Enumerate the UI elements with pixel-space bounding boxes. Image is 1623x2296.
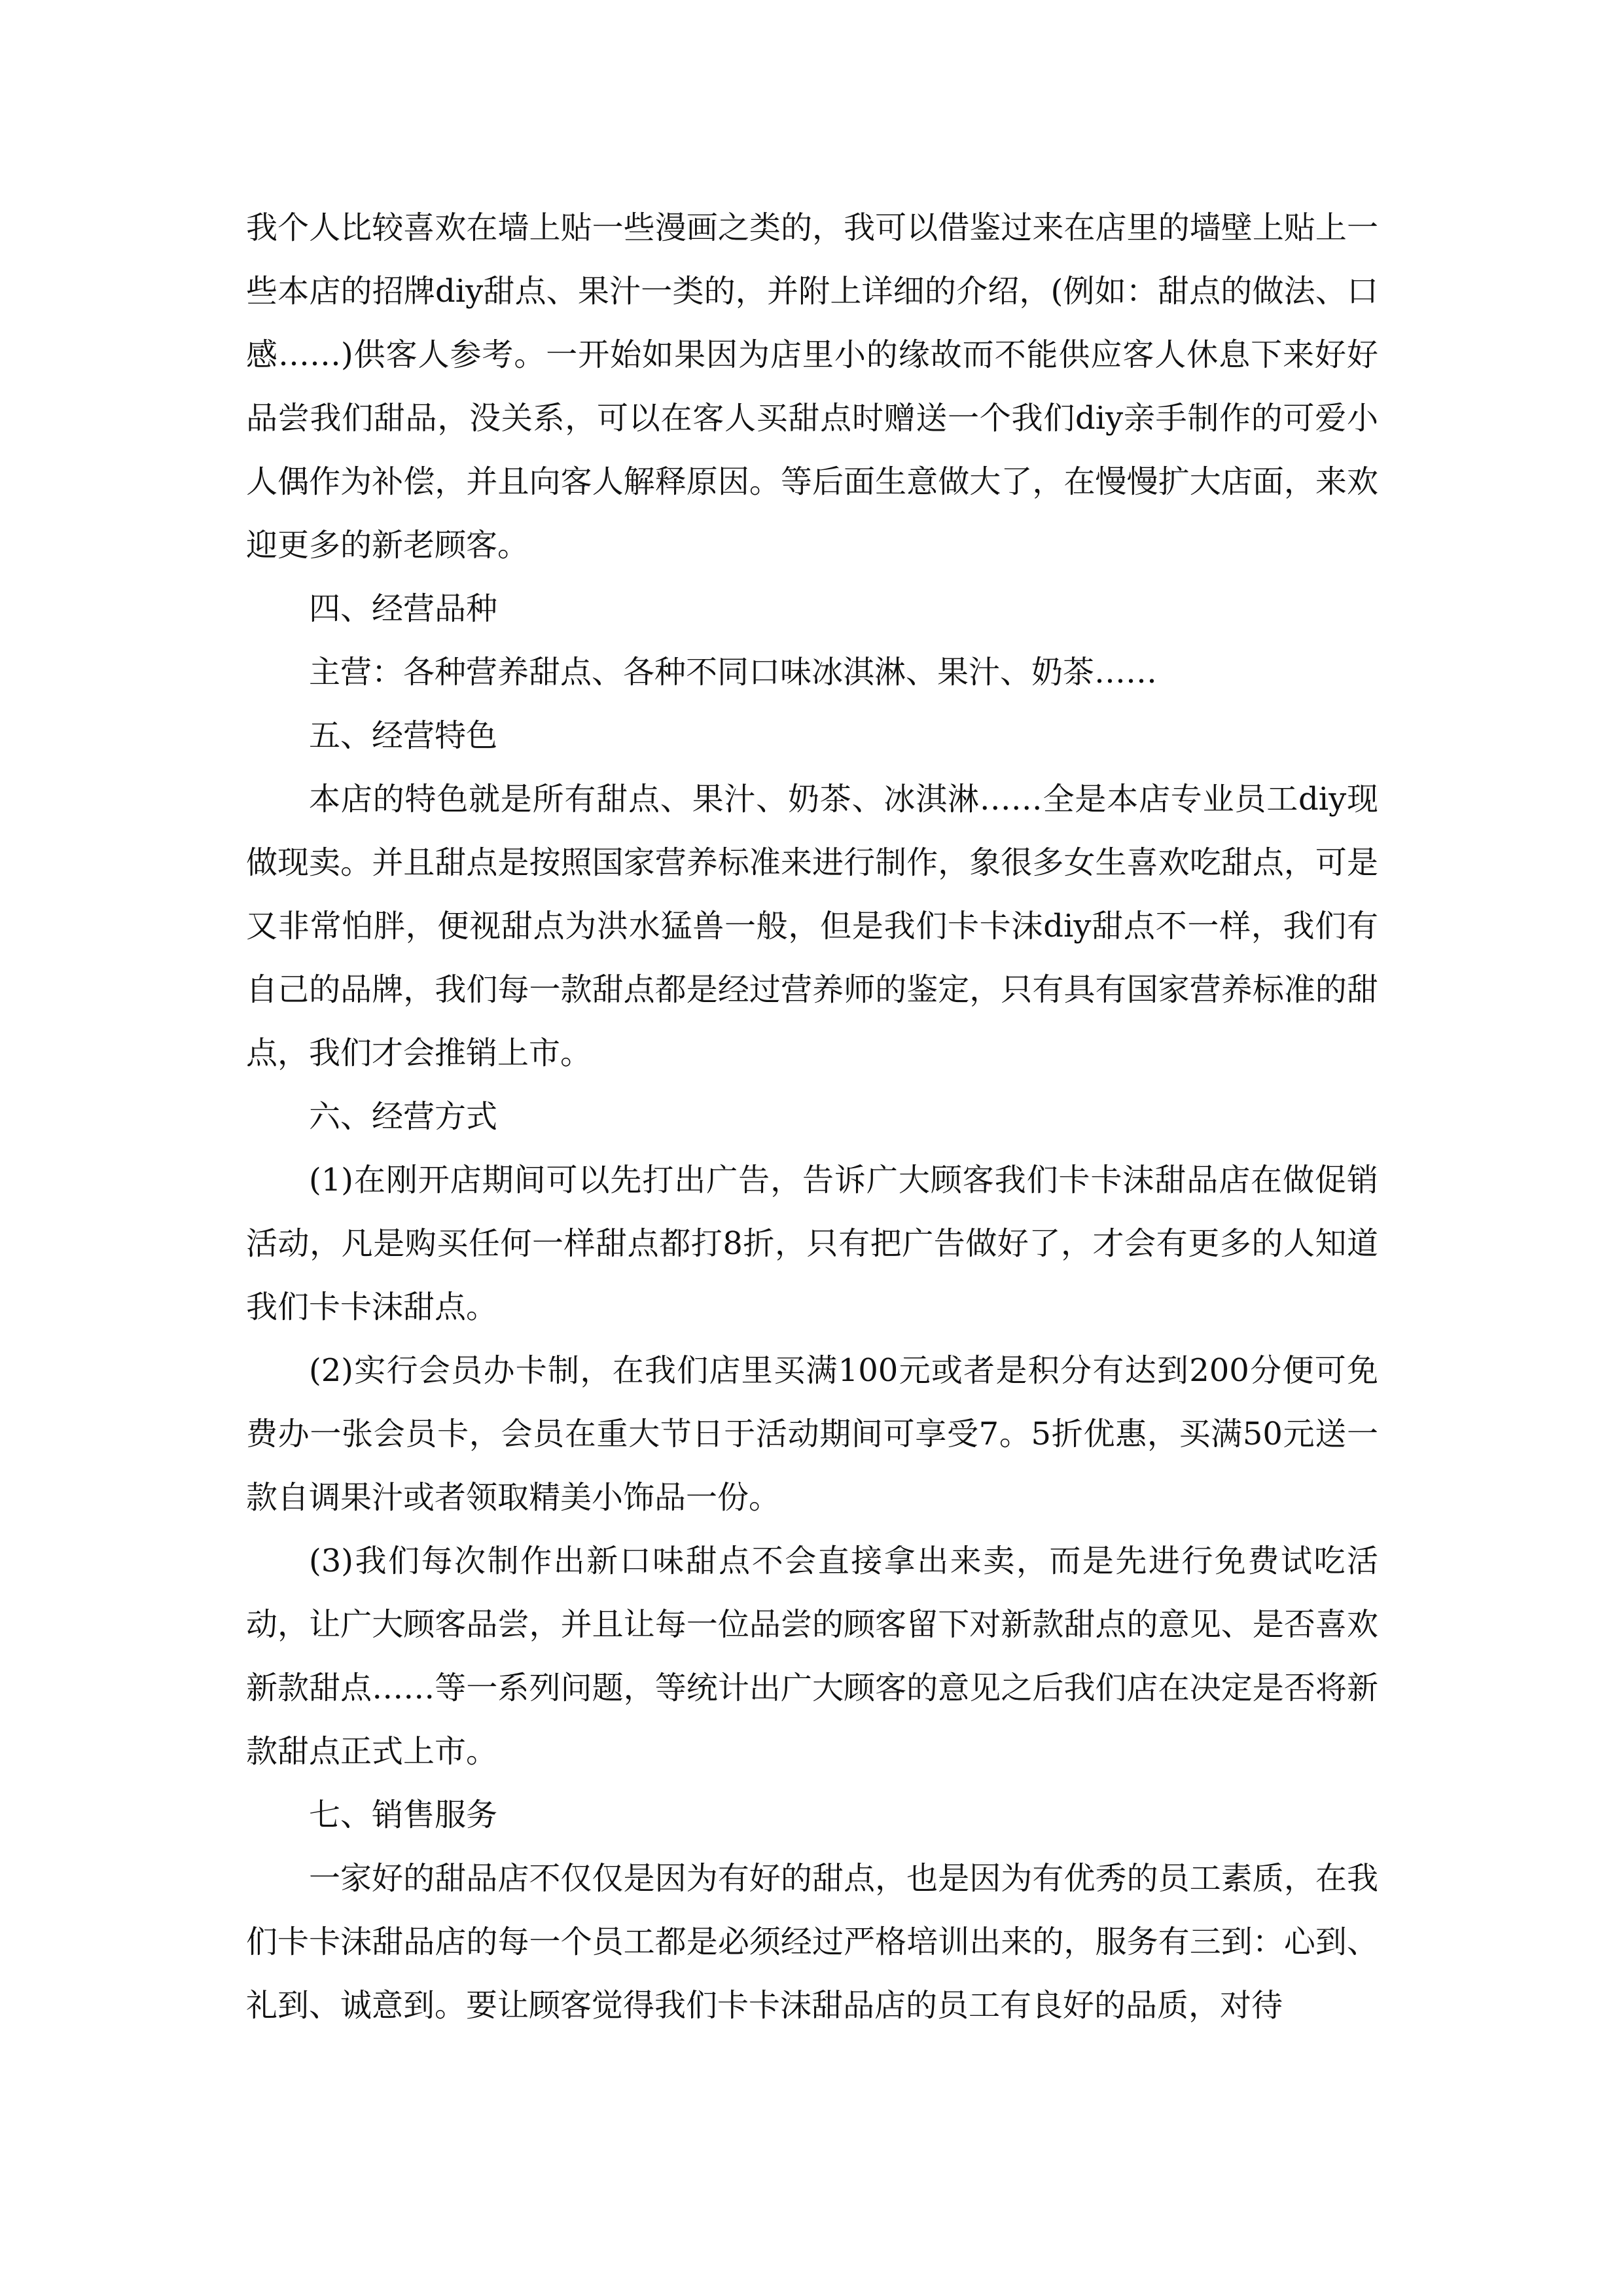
section-heading-features: 五、经营特色 [309,717,498,754]
section-heading-products: 四、经营品种 [309,590,498,627]
paragraph-features: 本店的特色就是所有甜点、果汁、奶茶、冰淇淋……全是本店专业员工diy现做现卖。并且甜点是按照国家营养标准来进行制作，象很多女生喜欢吃甜点，可是又非常怕胖，便视甜点为洪水猛兽一般，但是我们卡卡沫diy甜点不一样，我们有自己的品牌，我们每一款甜点都是经过营养师的鉴定，只有具有国家营养标准的甜点，我们才会推销上市。 [246,781,1378,1071]
paragraph-method-1: (1)在刚开店期间可以先打出广告，告诉广大顾客我们卡卡沫甜品店在做促销活动，凡是购买任何一样甜点都打8折，只有把广告做好了，才会有更多的人知道我们卡卡沫甜点。 [246,1162,1378,1325]
paragraph-method-3: (3)我们每次制作出新口味甜点不会直接拿出来卖，而是先进行免费试吃活动，让广大顾客品尝，并且让每一位品尝的顾客留下对新款甜点的意见、是否喜欢新款甜点……等一系列问题，等统计出广大顾客的意见之后我们店在决定是否将新款甜点正式上市。 [246,1543,1378,1770]
document-body [246,196,1378,2037]
paragraph-decor-intro: 我个人比较喜欢在墙上贴一些漫画之类的，我可以借鉴过来在店里的墙壁上贴上一些本店的招牌diy甜点、果汁一类的，并附上详细的介绍，(例如：甜点的做法、口感……)供客人参考。一开始如果因为店里小的缘故而不能供应客人休息下来好好品尝我们甜品，没关系，可以在客人买甜点时赠送一个我们diy亲手制作的可爱小人偶作为补偿，并且向客人解释原因。等后面生意做大了，在慢慢扩大店面，来欢迎更多的新老顾客。 [246,209,1378,564]
section-heading-methods: 六、经营方式 [309,1098,498,1135]
paragraph-products: 主营：各种营养甜点、各种不同口味冰淇淋、果汁、奶茶…… [309,654,1158,691]
paragraph-method-2: (2)实行会员办卡制，在我们店里买满100元或者是积分有达到200分便可免费办一张会员卡，会员在重大节日于活动期间可享受7。5折优惠，买满50元送一款自调果汁或者领取精美小饰品一份。 [246,1352,1378,1516]
section-heading-service: 七、销售服务 [309,1797,498,1833]
paragraph-service: 一家好的甜品店不仅仅是因为有好的甜点，也是因为有优秀的员工素质，在我们卡卡沫甜品店的每一个员工都是必须经过严格培训出来的，服务有三到：心到、礼到、诚意到。要让顾客觉得我们卡卡沫甜品店的员工有良好的品质，对待 [246,1860,1378,2024]
